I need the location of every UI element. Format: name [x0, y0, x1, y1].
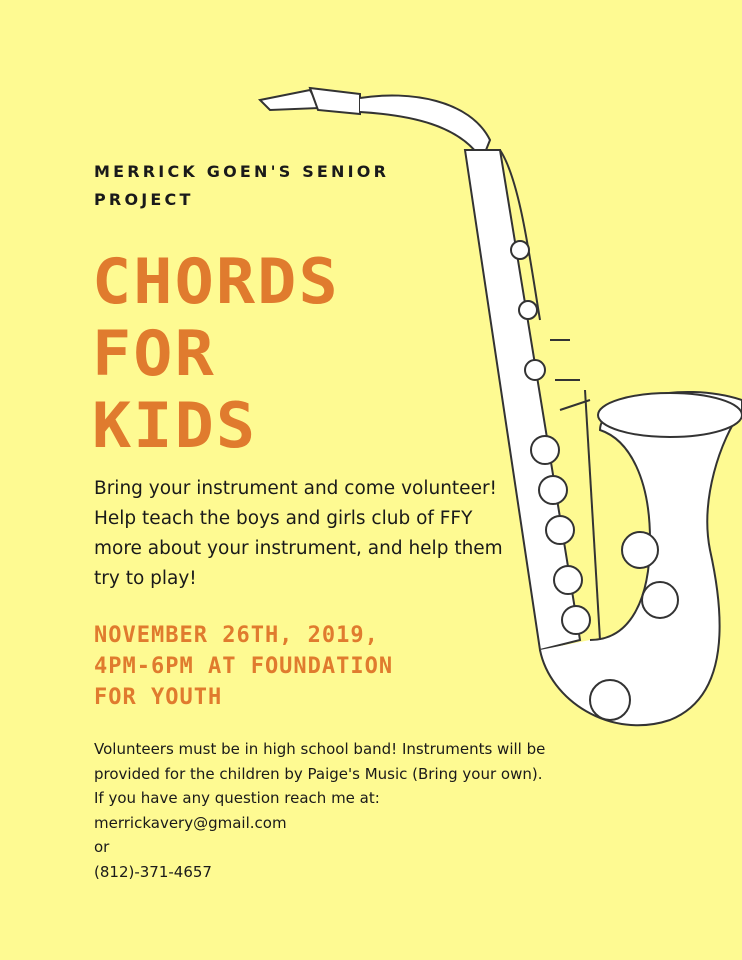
description-line: Bring your instrument and come volunteer!	[94, 478, 497, 499]
title-line: FOR	[92, 317, 216, 390]
date-line: NOVEMBER 26TH, 2019,	[94, 623, 379, 648]
title-line: KIDS	[92, 389, 258, 462]
footer-line: Volunteers must be in high school band! Instruments will be	[94, 740, 546, 758]
project-subtitle	[94, 158, 454, 214]
contact-phone[interactable]: (812)-371-4657	[94, 862, 212, 881]
event-description	[94, 474, 514, 594]
event-date-location	[94, 620, 514, 713]
footer-line: provided for the children by Paige's Music (Bring your own).	[94, 764, 543, 783]
footer-info	[94, 737, 554, 884]
description-line: try to play!	[94, 568, 197, 589]
contact-email[interactable]: merrickavery@gmail.com	[94, 813, 287, 832]
subtitle-line: MERRICK GOEN'S SENIOR	[94, 162, 390, 181]
location-line: FOR YOUTH	[94, 685, 223, 710]
time-location-line: 4PM-6PM AT FOUNDATION	[94, 654, 394, 679]
subtitle-line: PROJECT	[94, 190, 194, 209]
title-line: CHORDS	[92, 245, 340, 318]
event-title	[92, 246, 340, 462]
description-line: Help teach the boys and girls club of FFY	[94, 508, 473, 529]
description-line: more about your instrument, and help them	[94, 538, 503, 559]
footer-or: or	[94, 838, 110, 856]
footer-line: If you have any question reach me at:	[94, 789, 380, 807]
